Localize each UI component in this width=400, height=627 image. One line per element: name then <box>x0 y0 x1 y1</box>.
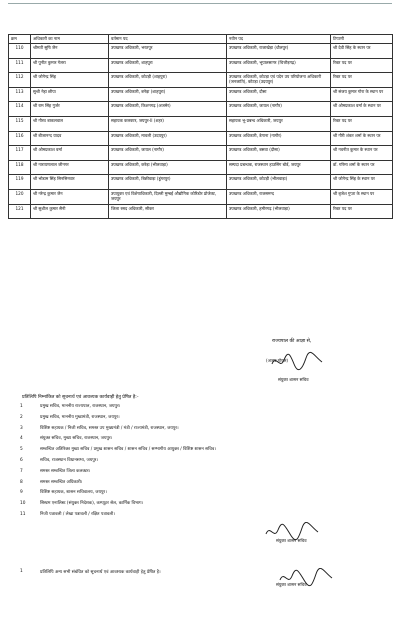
cell-serial: 117 <box>9 146 31 161</box>
distribution-number: 10 <box>20 501 26 507</box>
cell-current-post: उपखण्ड अधिकारी, बनेड़ा (शाहपुरा) <box>109 87 227 102</box>
cell-current-post: उपखण्ड अधिकारी, बिछीवाड़ा (डूंगरपुर) <box>109 175 227 190</box>
cell-new-post: उपखण्ड अधिकारी, डेगाना (नागौर) <box>227 131 331 146</box>
cell-remarks: रिक्त पद पर <box>331 73 393 88</box>
cell-current-post: सहायक कलक्टर, जयपुर-II (शहर) <box>109 116 227 131</box>
header-remarks: टिप्पणी <box>331 35 393 44</box>
distribution-item <box>20 436 370 447</box>
cell-remarks: श्री नवनीत कुमार के स्थान पर <box>331 146 393 161</box>
cell-new-post: उपखण्ड अधिकारी, राजसमन्द <box>227 189 331 204</box>
distribution-number: 8 <box>20 479 23 485</box>
cell-remarks: श्री संजय कुमार गोरा के स्थान पर <box>331 87 393 102</box>
cell-officer-name: श्री राम सिंह गुर्जर <box>31 102 109 117</box>
cell-officer-name: श्री नारायणलाल जीनगर <box>31 160 109 175</box>
distribution-item <box>20 426 370 437</box>
cell-new-post: उपखण्ड अधिकारी, भूपालसागर (चित्तौड़गढ़) <box>227 58 331 73</box>
cell-current-post: जिला रसद अधिकारी, सीकर <box>109 204 227 219</box>
distribution-number: 4 <box>20 436 23 442</box>
cell-serial: 110 <box>9 44 31 59</box>
distribution-number: 11 <box>20 511 26 517</box>
distribution-text: सिस्टम एनालिस्ट (संयुक्त निदेशक), कम्प्यूटर सेल, कार्मिक विभाग। <box>40 501 144 507</box>
distribution-item <box>20 490 370 501</box>
table-row <box>9 102 393 117</box>
distribution-text: संयुक्त सचिव, मुख्य सचिव, राजस्थान, जयपुर। <box>40 436 113 442</box>
cell-current-post: उपखण्ड अधिकारी, किशनगढ़ (अजमेर) <box>109 102 227 117</box>
cell-officer-name: श्री ओमप्रकाश वर्मा <box>31 146 109 161</box>
cell-new-post: उपखण्ड अधिकारी, कोटड़ी (भीलवाड़ा) <box>227 175 331 190</box>
cell-officer-name: श्री भोडाम सिंह सिनसिनवार <box>31 175 109 190</box>
table-row <box>9 204 393 219</box>
table-row <box>9 146 393 161</box>
distribution-item <box>20 458 370 469</box>
cell-new-post: सहायक भू-प्रबन्ध अधिकारी, जयपुर <box>227 116 331 131</box>
cell-officer-name: श्री गौरव बाकलवाल <box>31 116 109 131</box>
copy-intro: प्रतिलिपि निम्नांकित को सूचनार्थ एवं आवश्यक कार्यवाही हेतु प्रेषित है:- <box>22 395 139 400</box>
distribution-text: निजी पत्रावली / लेखा पत्रावली / रक्षित पत्रावली। <box>40 511 115 517</box>
distribution-number: 7 <box>20 468 23 474</box>
distribution-item <box>20 404 370 415</box>
table-row <box>9 44 393 59</box>
distribution-text: सचिव, राजस्थान विधानसभा, जयपुर। <box>40 457 99 463</box>
signature-name: (अजय गोयल) <box>266 358 289 363</box>
cell-current-post: उपखण्ड अधिकारी, शाहपुरा <box>109 58 227 73</box>
distribution-number: 6 <box>20 457 23 463</box>
order-line: राज्यपाल की आज्ञा से, <box>272 339 312 344</box>
distribution-number: 2 <box>20 414 23 420</box>
cell-serial: 119 <box>9 175 31 190</box>
table-row <box>9 73 393 88</box>
distribution-text: समस्त सम्बन्धित जिला कलक्टर। <box>40 468 91 474</box>
signature-title-3: संयुक्त शासन सचिव <box>276 582 307 587</box>
cell-serial: 116 <box>9 131 31 146</box>
page-edge-line <box>8 3 392 4</box>
distribution-text: समस्त सम्बन्धित अधिकारी। <box>40 479 83 485</box>
distribution-item <box>20 447 370 458</box>
header-current-post: वर्तमान पद <box>109 35 227 44</box>
cell-new-post: उपखण्ड अधिकारी, बसवा (दौसा) <box>227 146 331 161</box>
cell-serial: 111 <box>9 58 31 73</box>
cell-officer-name: श्रीमती सुषि जैन <box>31 44 109 59</box>
cell-remarks: श्री देवी सिंह के स्थान पर <box>331 44 393 59</box>
cell-new-post: उपखण्ड अधिकारी, कोटड़ा एवं पदेन उप परियोजना अधिकारी (जनजाति), कोटड़ा (उदयपुर) <box>227 73 331 88</box>
cell-new-post: उपखण्ड अधिकारी, हमीरगढ़ (भीलवाड़ा) <box>227 204 331 219</box>
header-officer-name: अधिकारी का नाम <box>31 35 109 44</box>
cell-new-post: उपखण्ड अधिकारी, दौसा <box>227 87 331 102</box>
cell-serial: 113 <box>9 87 31 102</box>
copy2-line <box>20 569 161 575</box>
distribution-number: 3 <box>20 425 23 431</box>
cell-remarks: डॉ. गरिमा शर्मा के स्थान पर <box>331 160 393 175</box>
cell-serial: 121 <box>9 204 31 219</box>
cell-officer-name: श्री बीजानन्द यादव <box>31 131 109 146</box>
cell-officer-name: सुश्री नेहा छीपा <box>31 87 109 102</box>
distribution-item <box>20 469 370 480</box>
distribution-text: विशिष्ट सहायक, शासन सचिवालय, जयपुर। <box>40 490 107 496</box>
cell-serial: 112 <box>9 73 31 88</box>
cell-new-post: उपखण्ड अधिकारी, राजाखेड़ा (धौलपुर) <box>227 44 331 59</box>
distribution-text: सम्बन्धित अतिरिक्त मुख्य सचिव / प्रमुख शासन सचिव / शासन सचिव / सम्भागीय आयुक्त / विशिष्ट शासन सचिव। <box>40 447 216 453</box>
distribution-item <box>20 480 370 491</box>
distribution-number: 5 <box>20 447 23 453</box>
cell-current-post: उपखण्ड अधिकारी, करेड़ा (भीलवाड़ा) <box>109 160 227 175</box>
distribution-text: विशिष्ट सहायक / निजी सचिव, समस्त उप मुख्यमंत्री / मंत्री / राज्यमंत्री, राजस्थान, जयपुर। <box>40 425 179 431</box>
cell-serial: 118 <box>9 160 31 175</box>
cell-remarks: रिक्त पद पर <box>331 58 393 73</box>
cell-current-post: उपायुक्त एवं विशेषाधिकारी, दिल्ली मुम्बई औद्योगिक कोरिडोर प्रोजेक्ट, जयपुर <box>109 189 227 204</box>
cell-officer-name: श्री जोगेन्द्र सिंह <box>31 73 109 88</box>
table-row <box>9 189 393 204</box>
copy2-number: 1 <box>20 569 23 574</box>
transfer-table <box>8 34 393 219</box>
header-new-post: नवीन पद <box>227 35 331 44</box>
table-row <box>9 175 393 190</box>
cell-remarks: श्री बृजेश गुप्ता के स्थान पर <box>331 189 393 204</box>
signature-title-2: संयुक्त शासन सचिव <box>276 538 307 543</box>
distribution-text: प्रमुख सचिव, माननीय मुख्यमंत्री, राजस्थान, जयपुर। <box>40 414 120 420</box>
cell-current-post: उपखण्ड अधिकारी, भरतपुर <box>109 44 227 59</box>
cell-current-post: उपखण्ड अधिकारी, जायल (नागौर) <box>109 146 227 161</box>
cell-officer-name: श्री नरेन्द्र कुमार जैन <box>31 189 109 204</box>
cell-new-post: उपखण्ड अधिकारी, जायल (नागौर) <box>227 102 331 117</box>
cell-remarks: श्री जोगेन्द्र सिंह के स्थान पर <box>331 175 393 190</box>
distribution-item <box>20 501 370 512</box>
cell-officer-name: श्री पुनीत कुमार गेलरा <box>31 58 109 73</box>
distribution-number: 9 <box>20 490 23 496</box>
table-row <box>9 58 393 73</box>
header-serial: क्रम <box>9 35 31 44</box>
distribution-number: 1 <box>20 404 23 409</box>
cell-remarks: रिक्त पद पर <box>331 116 393 131</box>
signature-title: संयुक्त शासन सचिव <box>278 377 309 382</box>
cell-serial: 115 <box>9 116 31 131</box>
cell-current-post: उपखण्ड अधिकारी, कोटड़ी (शाहपुरा) <box>109 73 227 88</box>
table-row <box>9 131 393 146</box>
cell-remarks: श्री गौरी शंकर शर्मा के स्थान पर <box>331 131 393 146</box>
table-row <box>9 87 393 102</box>
cell-new-post: सम्पदा प्रबन्धक, राजस्थान हाउसिंग बोर्ड, जयपुर <box>227 160 331 175</box>
cell-serial: 114 <box>9 102 31 117</box>
table-row <box>9 160 393 175</box>
cell-serial: 120 <box>9 189 31 204</box>
table-header-row <box>9 35 393 44</box>
cell-current-post: उपखण्ड अधिकारी, मावली (उदयपुर) <box>109 131 227 146</box>
distribution-text: प्रमुख सचिव, माननीय राज्यपाल, राजस्थान, जयपुर। <box>40 404 121 409</box>
copy2-text: प्रतिलिपि अन्य सभी संबंधित को सूचनार्थ एवं आवश्यक कार्यवाही हेतु प्रेषित है। <box>40 570 161 575</box>
distribution-item <box>20 415 370 426</box>
cell-officer-name: श्री सुशील कुमार सैनी <box>31 204 109 219</box>
distribution-list <box>20 404 370 523</box>
cell-remarks: श्री ओमप्रकाश वर्मा के स्थान पर <box>331 102 393 117</box>
table-row <box>9 116 393 131</box>
cell-remarks: रिक्त पद पर <box>331 204 393 219</box>
